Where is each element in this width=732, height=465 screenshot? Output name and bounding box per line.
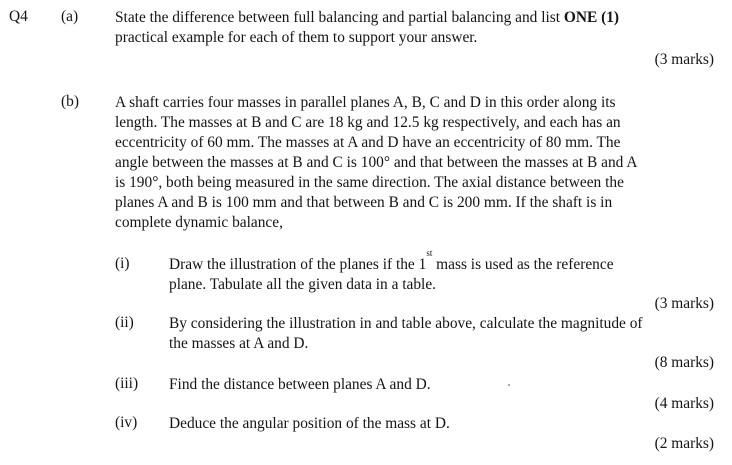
sub-iv-line-1: Deduce the angular position of the mass at D. [169,415,450,432]
sub-iii-marks: (4 marks) [654,395,714,412]
sub-ii-line-1: By considering the illustration in and table above, calculate the magnitude of [169,315,643,332]
part-a-line-1 [115,8,619,27]
sub-iii-line-1: Find the distance between planes A and D. [169,376,431,393]
part-a-marks: (3 marks) [654,51,714,68]
question-number: Q4 [9,8,28,25]
sub-iv-marks: (2 marks) [654,435,714,452]
sub-i-superscript: st [426,248,433,258]
sub-ii-label: (ii) [115,314,134,331]
part-b-line-7: complete dynamic balance, [115,214,283,231]
sub-i-line-1-post: mass is used as the reference [432,256,614,273]
part-a-label: (a) [61,8,79,25]
part-a-line-2: practical example for each of them to support your answer. [115,29,478,46]
sub-ii-marks: (8 marks) [654,354,714,371]
speck-mark [508,384,510,386]
sub-i-line-1-pre: Draw the illustration of the planes if the 1 [169,256,427,273]
part-b-line-5: is 190°, both being measured in the same direction. The axial distance between the [115,174,624,191]
sub-i-line-2: plane. Tabulate all the given data in a table. [169,276,437,293]
part-b-line-4: angle between the masses at B and C is 100° and that between the masses at B and A [115,154,638,171]
part-b-line-3: eccentricity of 60 mm. The masses at A and D have an eccentricity of 80 mm. The [115,134,621,151]
sub-i-label: (i) [115,255,130,272]
sub-ii-line-2: the masses at A and D. [169,335,309,352]
part-a-emphasis: ONE (1) [563,9,620,26]
part-a-line-1-text: State the difference between full balancing and partial balancing and list [115,9,564,26]
sub-i-marks: (3 marks) [654,295,714,312]
part-b-line-2: length. The masses at B and C are 18 kg and 12.5 kg respectively, and each has an [115,114,621,131]
sub-iii-label: (iii) [115,375,139,392]
sub-i-line-1 [169,248,614,274]
part-b-line-1: A shaft carries four masses in parallel planes A, B, C and D in this order along its [115,94,616,111]
sub-iv-label: (iv) [115,414,138,431]
part-b-label: (b) [61,93,79,110]
part-b-line-6: planes A and B is 100 mm and that between B and C is 200 mm. If the shaft is in [115,194,613,211]
